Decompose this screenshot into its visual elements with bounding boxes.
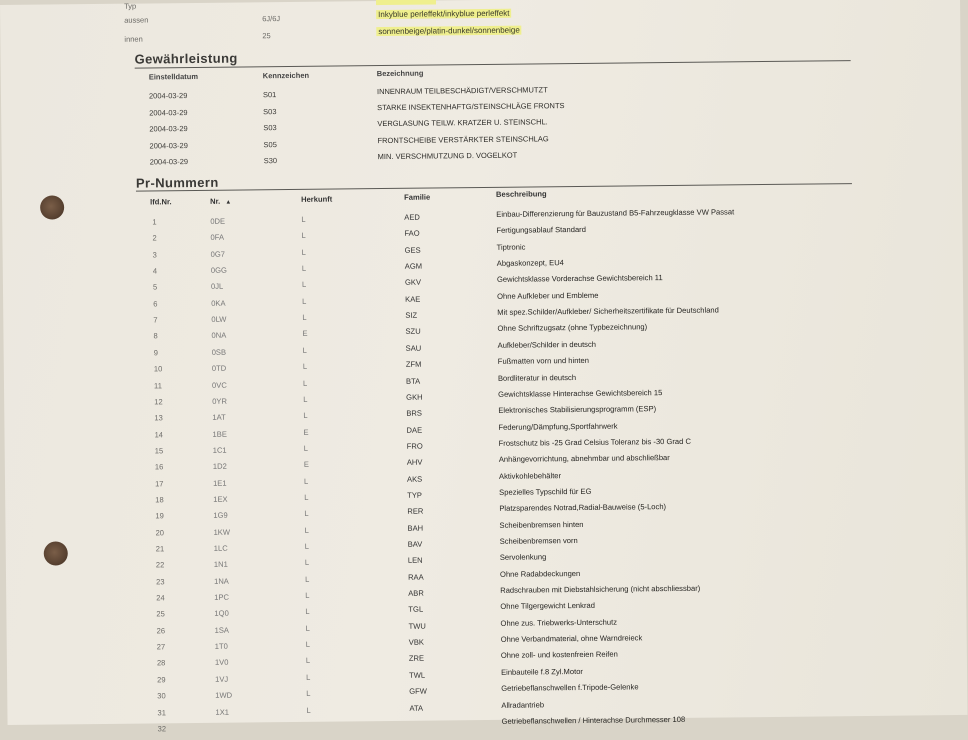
origin: L bbox=[301, 231, 306, 241]
row-number: 31 bbox=[157, 707, 166, 717]
family: VBK bbox=[408, 637, 424, 647]
family: GFW bbox=[409, 686, 428, 696]
pr-number: 1E1 bbox=[212, 478, 227, 488]
description: Getriebeflanschwellen f.Tripode-Gelenke bbox=[501, 682, 639, 693]
warranty-title: Gewährleistung bbox=[134, 50, 238, 67]
row-number: 13 bbox=[154, 413, 163, 423]
pr-number: 1D2 bbox=[212, 461, 227, 472]
origin: L bbox=[302, 361, 308, 372]
pr-number: 0LW bbox=[211, 314, 227, 324]
warranty-date: 2004-03-29 bbox=[149, 140, 188, 150]
description: Gewichtsklasse Vorderachse Gewichtsbereich 11 bbox=[496, 273, 663, 285]
origin: L bbox=[301, 280, 307, 290]
warranty-description: VERGLASUNG TEILW. KRATZER U. STEINSCHL. bbox=[377, 117, 548, 129]
description: Scheibenbremsen hinten bbox=[499, 519, 584, 530]
family: ABR bbox=[408, 588, 424, 598]
family: AGM bbox=[404, 261, 423, 271]
pr-number: 1C1 bbox=[212, 445, 227, 455]
family: AKS bbox=[406, 474, 423, 484]
family: BAV bbox=[407, 539, 423, 549]
pr-number: 1Q0 bbox=[214, 609, 229, 619]
description: Allradantrieb bbox=[501, 699, 545, 710]
description: Ohne Aufkleber und Embleme bbox=[497, 290, 599, 301]
pr-number: 1T0 bbox=[214, 641, 228, 651]
description: Ohne Verbandmaterial, ohne Warndreieck bbox=[500, 633, 643, 644]
description: Einbauteile f.8 Zyl.Motor bbox=[500, 666, 583, 677]
pr-number: 1N1 bbox=[213, 560, 228, 570]
innen-label: innen bbox=[124, 34, 143, 44]
pr-number: 0GG bbox=[210, 265, 227, 275]
origin: L bbox=[304, 558, 310, 568]
pr-number: 1AT bbox=[212, 412, 226, 423]
family: GKH bbox=[406, 392, 423, 402]
origin: L bbox=[305, 574, 310, 584]
family: RAA bbox=[407, 572, 424, 582]
pr-number: 1G9 bbox=[213, 510, 228, 521]
row-number: 32 bbox=[157, 724, 167, 734]
family: FAO bbox=[404, 228, 420, 239]
description: Elektronisches Stabilisierungsprogramm (ESP) bbox=[498, 404, 657, 416]
warranty-rule bbox=[135, 60, 851, 68]
family: ATA bbox=[409, 703, 424, 713]
description: Federung/Dämpfung,Sportfahrwerk bbox=[498, 421, 618, 432]
family: TWL bbox=[409, 670, 426, 680]
aussen-label: aussen bbox=[124, 15, 149, 25]
warranty-date: 2004-03-29 bbox=[148, 91, 188, 101]
pr-number: 0TD bbox=[211, 363, 227, 373]
sort-ascending-icon: ▲ bbox=[225, 199, 232, 206]
typ-label: Typ bbox=[123, 1, 137, 11]
row-number: 21 bbox=[155, 544, 165, 554]
pr-number: 1WD bbox=[215, 690, 233, 700]
row-number: 30 bbox=[157, 691, 166, 701]
origin: L bbox=[304, 492, 309, 502]
family: AED bbox=[404, 212, 420, 222]
origin: E bbox=[302, 329, 308, 339]
pr-number: 1PC bbox=[214, 592, 230, 602]
family: LEN bbox=[407, 555, 423, 566]
row-number: 4 bbox=[152, 266, 158, 276]
pr-number: 1VJ bbox=[215, 674, 229, 684]
description: Ohne Tilgergewicht Lenkrad bbox=[500, 601, 595, 612]
origin: L bbox=[306, 672, 311, 682]
origin: L bbox=[303, 443, 308, 453]
family: SZU bbox=[405, 327, 421, 337]
row-number: 6 bbox=[153, 299, 158, 309]
pr-number: 1BE bbox=[212, 429, 227, 439]
warranty-date: 2004-03-29 bbox=[149, 107, 188, 117]
description: Ohne Schriftzugsatz (ohne Typbezeichnung) bbox=[497, 322, 648, 334]
pr-header-family[interactable]: Familie bbox=[404, 192, 431, 202]
pr-title: Pr-Nummern bbox=[135, 174, 219, 191]
row-number: 26 bbox=[156, 626, 166, 636]
family: FRO bbox=[406, 441, 423, 451]
warranty-description: INNENRAUM TEILBESCHÄDIGT/VERSCHMUTZT bbox=[376, 85, 548, 97]
origin: L bbox=[301, 214, 306, 224]
warranty-header-date: Einstelldatum bbox=[148, 71, 199, 82]
description: Aufkleber/Schilder in deutsch bbox=[497, 339, 597, 350]
pr-header-code-label: Nr. bbox=[210, 196, 221, 206]
row-number: 12 bbox=[154, 397, 163, 407]
origin: L bbox=[304, 509, 309, 519]
pr-header-description[interactable]: Beschreibung bbox=[495, 189, 547, 199]
description: Ohne zus. Triebwerks-Unterschutz bbox=[500, 617, 618, 628]
row-number: 14 bbox=[154, 429, 164, 439]
family: TYP bbox=[407, 490, 423, 500]
pr-number: 0DE bbox=[210, 216, 226, 226]
row-number: 3 bbox=[152, 250, 157, 260]
description: Spezielles Typschild für EG bbox=[499, 486, 592, 497]
description: Platzsparendes Notrad,Radial-Bauweise (5-Loch) bbox=[499, 502, 667, 514]
description: Ohne Radabdeckungen bbox=[499, 568, 581, 579]
pr-number: 1X1 bbox=[215, 707, 230, 717]
description: Scheibenbremsen vorn bbox=[499, 536, 578, 546]
description: Servolenkung bbox=[499, 552, 547, 563]
origin: L bbox=[303, 411, 308, 421]
family: BTA bbox=[405, 376, 421, 386]
innen-value: sonnenbeige/platin-dunkel/sonnenbeige bbox=[378, 25, 520, 37]
origin: L bbox=[306, 705, 311, 715]
row-number: 27 bbox=[156, 642, 166, 652]
row-number: 28 bbox=[156, 658, 166, 668]
row-number: 2 bbox=[152, 233, 157, 243]
description: Bordliteratur in deutsch bbox=[497, 372, 577, 383]
warranty-header-code: Kennzeichen bbox=[262, 70, 310, 81]
row-number: 8 bbox=[153, 331, 158, 341]
pr-number: 1NA bbox=[214, 576, 229, 586]
family: BAH bbox=[407, 523, 424, 533]
pr-number: 0FA bbox=[210, 233, 225, 243]
family: GKV bbox=[404, 278, 422, 288]
family: TGL bbox=[408, 605, 424, 615]
pr-number: 1V0 bbox=[214, 658, 229, 668]
description: Frostschutz bis -25 Grad Celsius Toleranz bis -30 Grad C bbox=[498, 436, 691, 448]
row-number: 10 bbox=[153, 364, 163, 374]
warranty-description: MIN. VERSCHMUTZUNG D. VOGELKOT bbox=[377, 150, 518, 161]
family: AHV bbox=[406, 457, 423, 468]
warranty-code: S30 bbox=[263, 156, 278, 166]
warranty-code: S03 bbox=[263, 123, 277, 133]
origin: L bbox=[304, 525, 309, 535]
row-number: 25 bbox=[156, 609, 165, 619]
warranty-description: FRONTSCHEIBE VERSTÄRKTER STEINSCHLAG bbox=[377, 133, 549, 145]
pr-header-code[interactable] bbox=[210, 197, 231, 206]
description: Ohne zoll- und kostenfreien Reifen bbox=[500, 650, 618, 661]
warranty-description: STARKE INSEKTENHAFTG/STEINSCHLÄGE FRONTS bbox=[377, 101, 565, 113]
family: TWU bbox=[408, 621, 426, 631]
warranty-code: S05 bbox=[263, 139, 277, 149]
origin: L bbox=[305, 607, 310, 617]
origin: L bbox=[302, 296, 307, 306]
row-number: 18 bbox=[155, 495, 164, 505]
row-number: 20 bbox=[155, 527, 165, 538]
description: Fußmatten vorn und hinten bbox=[497, 356, 590, 366]
origin: L bbox=[306, 688, 311, 698]
typ-highlight bbox=[376, 0, 436, 5]
family: SIZ bbox=[405, 310, 418, 320]
description: Anhängevorrichtung, abnehmbar und abschließbar bbox=[498, 453, 670, 465]
origin: L bbox=[305, 590, 310, 600]
row-number: 15 bbox=[154, 446, 164, 456]
origin: L bbox=[302, 345, 307, 355]
row-number: 1 bbox=[152, 217, 157, 227]
row-number: 9 bbox=[153, 348, 158, 358]
row-number: 29 bbox=[157, 675, 166, 685]
description: Abgaskonzept, EU4 bbox=[496, 258, 564, 268]
pr-header-origin[interactable]: Herkunft bbox=[301, 194, 333, 204]
pr-number: 1LC bbox=[213, 543, 228, 553]
pr-number: 0NA bbox=[211, 331, 227, 341]
origin: E bbox=[303, 460, 309, 470]
origin: L bbox=[304, 541, 309, 551]
description: Fertigungsablauf Standard bbox=[496, 225, 586, 236]
family: BRS bbox=[406, 408, 422, 418]
row-number: 19 bbox=[155, 511, 164, 521]
warranty-header-desc: Bezeichnung bbox=[376, 68, 424, 79]
family: SAU bbox=[405, 343, 422, 353]
origin: L bbox=[301, 263, 307, 273]
origin: L bbox=[305, 639, 311, 649]
description: Tiptronic bbox=[496, 242, 526, 252]
origin: L bbox=[302, 378, 308, 388]
origin: E bbox=[303, 427, 309, 437]
origin: L bbox=[301, 247, 306, 257]
warranty-date: 2004-03-29 bbox=[149, 124, 188, 134]
origin: L bbox=[303, 476, 309, 486]
origin: L bbox=[303, 394, 308, 404]
pr-number: 0G7 bbox=[210, 249, 226, 259]
description: Gewichtsklasse Hinterachse Gewichtsbereich 15 bbox=[498, 387, 663, 399]
description: Aktivkohlebehälter bbox=[498, 470, 562, 481]
family: DAE bbox=[406, 425, 423, 435]
description: Mit spez.Schilder/Aufkleber/ Sicherheitszertifikate für Deutschland bbox=[497, 305, 719, 317]
row-number: 17 bbox=[154, 478, 164, 489]
pr-number: 0VC bbox=[211, 380, 227, 390]
family: RER bbox=[407, 506, 424, 517]
pr-number: 0KA bbox=[211, 298, 226, 308]
family: ZFM bbox=[405, 359, 422, 369]
warranty-date: 2004-03-29 bbox=[149, 157, 189, 167]
pr-rule bbox=[136, 183, 852, 191]
origin: L bbox=[302, 312, 307, 322]
row-number: 5 bbox=[152, 282, 158, 292]
description: Getriebeflanschwellen / Hinterachse Durchmesser 108 bbox=[501, 714, 686, 726]
row-number: 11 bbox=[153, 380, 162, 390]
warranty-code: S03 bbox=[263, 106, 277, 116]
row-number: 16 bbox=[154, 462, 164, 472]
family: GES bbox=[404, 245, 421, 255]
pr-number: 0YR bbox=[212, 396, 228, 406]
description: Radschrauben mit Diebstahlsicherung (nicht abschliessbar) bbox=[500, 583, 701, 595]
pr-number: 0SB bbox=[211, 347, 227, 357]
origin: L bbox=[305, 656, 311, 666]
pr-number: 1EX bbox=[213, 494, 228, 504]
row-number: 7 bbox=[153, 315, 158, 325]
innen-code: 25 bbox=[262, 31, 271, 41]
row-number: 23 bbox=[156, 577, 165, 587]
row-number: 22 bbox=[155, 560, 165, 570]
row-number: 24 bbox=[156, 593, 165, 603]
pr-number: 1KW bbox=[213, 527, 231, 537]
pr-header-nr[interactable]: lfd.Nr. bbox=[150, 197, 172, 207]
origin: L bbox=[305, 623, 310, 633]
family: KAE bbox=[405, 294, 421, 304]
aussen-value: Inkyblue perleffekt/inkyblue perleffekt bbox=[378, 8, 510, 20]
pr-number: 0JL bbox=[210, 282, 224, 292]
warranty-code: S01 bbox=[262, 90, 277, 100]
pr-number: 1SA bbox=[214, 625, 229, 635]
family: ZRE bbox=[408, 654, 425, 664]
aussen-code: 6J/6J bbox=[262, 14, 281, 24]
description: Einbau-Differenzierung für Bauzustand B5-Fahrzeugklasse VW Passat bbox=[496, 207, 735, 219]
